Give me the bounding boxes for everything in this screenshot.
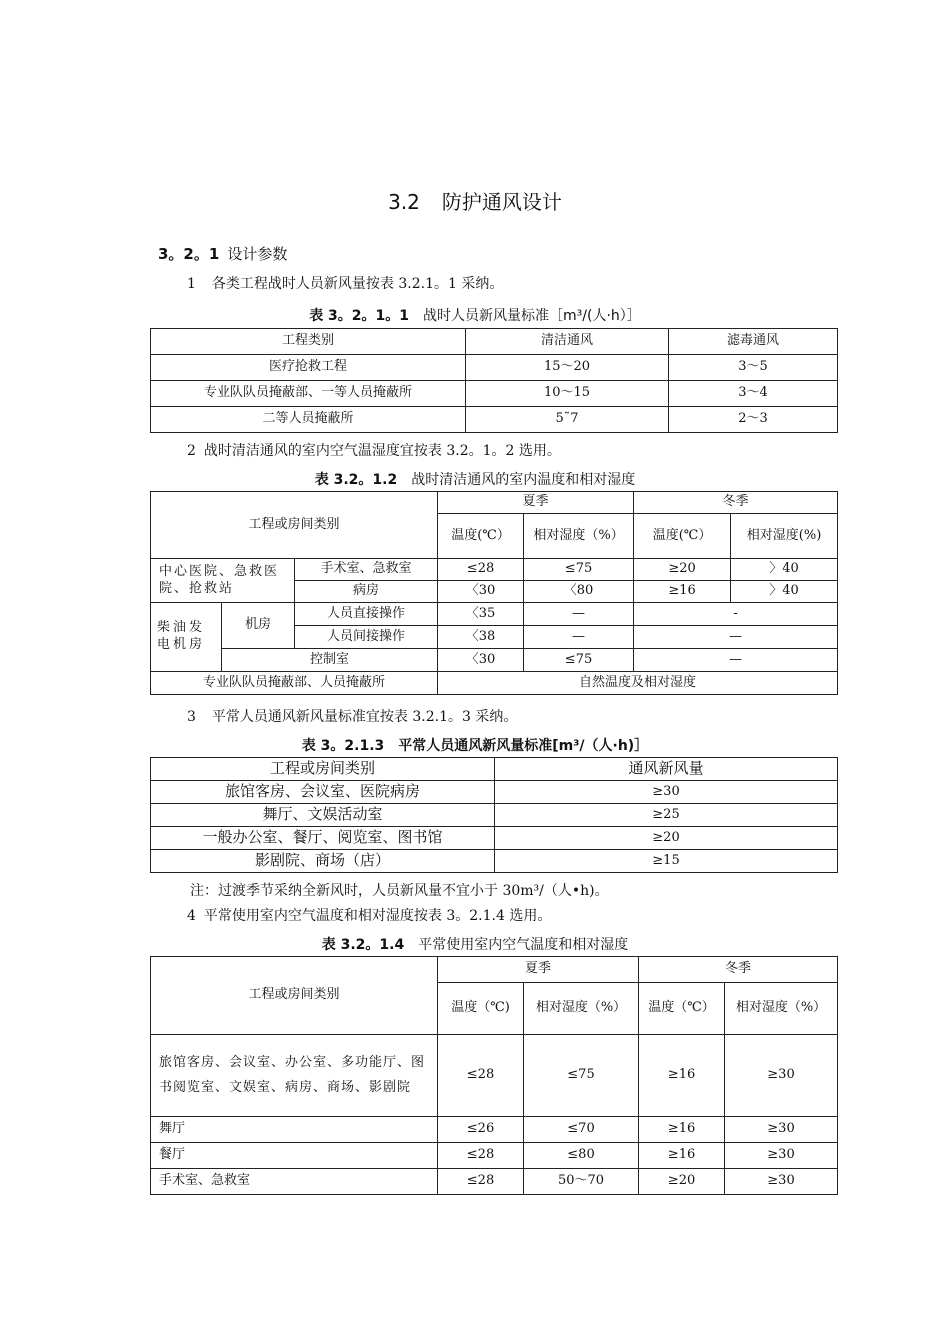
subsection-heading xyxy=(158,243,287,264)
table1-caption xyxy=(0,305,950,325)
caption-text: 平常人员通风新风量标准[m³/（人·h)］ xyxy=(398,738,649,754)
table-cell: ≥16 xyxy=(639,1143,725,1169)
table-header-row xyxy=(151,329,838,355)
header-cell: 工程或房间类别 xyxy=(151,758,495,781)
table-cell: ≥16 xyxy=(639,1035,725,1117)
header-cell: 滤毒通风 xyxy=(669,329,838,355)
header-cell: 相对湿度(%) xyxy=(731,514,838,559)
table-cell: 手术室、急救室 xyxy=(151,1169,438,1195)
table-row xyxy=(151,1169,838,1195)
table-row xyxy=(151,355,838,381)
table-cell: — xyxy=(524,603,634,626)
table-cell: 〉40 xyxy=(731,581,838,603)
table-cell: ≥30 xyxy=(725,1035,838,1117)
caption-number: 表 3。2。1。1 xyxy=(309,308,410,324)
header-cell: 相对湿度（%） xyxy=(524,983,639,1035)
table-cell: ≤28 xyxy=(438,559,524,581)
item-3 xyxy=(187,706,517,726)
header-cell: 通风新风量 xyxy=(495,758,838,781)
item-2 xyxy=(187,440,561,460)
table-cell: 病房 xyxy=(295,581,438,603)
group-cell: 柴油发电机房 xyxy=(151,603,222,672)
table-cell: ≥30 xyxy=(495,781,838,804)
table-cell: ≤28 xyxy=(438,1143,524,1169)
item-number: 2 xyxy=(187,443,196,459)
header-cell: 工程或房间类别 xyxy=(151,492,438,559)
table-cell: 专业队队员掩蔽部、一等人员掩蔽所 xyxy=(151,381,466,407)
header-cell: 温度（℃） xyxy=(639,983,725,1035)
header-cell: 冬季 xyxy=(634,492,838,514)
table-cell: 一般办公室、餐厅、阅览室、图书馆 xyxy=(151,827,495,850)
table-row xyxy=(151,559,838,581)
table-cell: 3～5 xyxy=(669,355,838,381)
table-cell: ≤26 xyxy=(438,1117,524,1143)
table-cell: — xyxy=(634,626,838,649)
table-cell: 〈38 xyxy=(438,626,524,649)
table-cell: ≤75 xyxy=(524,559,634,581)
item-number: 3 xyxy=(187,709,196,725)
table3-caption xyxy=(0,735,950,755)
table-row xyxy=(151,381,838,407)
item-text: 平常人员通风新风量标准宜按表 3.2.1。3 采纳。 xyxy=(211,709,518,725)
table-cell: 50～70 xyxy=(524,1169,639,1195)
table-cell: 人员间接操作 xyxy=(295,626,438,649)
table-cell: ≤28 xyxy=(438,1035,524,1117)
section-title-text: 防护通风设计 xyxy=(441,190,562,214)
item-text: 各类工程战时人员新风量按表 3.2.1。1 采纳。 xyxy=(211,276,504,292)
item-1 xyxy=(187,273,503,293)
table-cell: 手术室、急救室 xyxy=(295,559,438,581)
table-cell: ≥15 xyxy=(495,850,838,873)
table-row xyxy=(151,781,838,804)
table-cell: 5˜7 xyxy=(466,407,669,433)
table-cell: 2～3 xyxy=(669,407,838,433)
table3 xyxy=(150,757,838,873)
header-cell: 清洁通风 xyxy=(466,329,669,355)
caption-number: 表 3.2。1.2 xyxy=(314,472,398,488)
table-row xyxy=(151,407,838,433)
caption-text: 战时人员新风量标准［m³/(人·h）］ xyxy=(423,308,641,324)
section-number: 3.2 xyxy=(388,190,420,214)
table-row xyxy=(151,649,838,672)
table-cell: ≥20 xyxy=(639,1169,725,1195)
table-cell: ≥30 xyxy=(725,1169,838,1195)
table-cell: 影剧院、商场（店） xyxy=(151,850,495,873)
header-cell: 夏季 xyxy=(438,957,639,983)
table-cell: ≥16 xyxy=(639,1117,725,1143)
table-cell: ≤70 xyxy=(524,1117,639,1143)
table4 xyxy=(150,956,838,1195)
subsection-number: 3。2。1 xyxy=(158,245,220,263)
group-cell: 中心医院、急救医院、抢救站 xyxy=(151,559,295,603)
table-cell: - xyxy=(634,603,838,626)
table-cell: 二等人员掩蔽所 xyxy=(151,407,466,433)
table-row xyxy=(151,672,838,695)
table-cell: 餐厅 xyxy=(151,1143,438,1169)
table-row xyxy=(151,1117,838,1143)
table2 xyxy=(150,491,838,695)
header-cell: 相对湿度（%） xyxy=(524,514,634,559)
item-number: 1 xyxy=(187,276,196,292)
header-cell: 温度(℃） xyxy=(438,514,524,559)
subsection-text: 设计参数 xyxy=(227,245,288,263)
caption-text: 平常使用室内空气温度和相对湿度 xyxy=(418,937,629,953)
table-cell: ≤80 xyxy=(524,1143,639,1169)
header-cell: 工程或房间类别 xyxy=(151,957,438,1035)
table-row xyxy=(151,603,838,626)
table1 xyxy=(150,328,838,433)
table-cell: 舞厅、文娱活动室 xyxy=(151,804,495,827)
table-row xyxy=(151,850,838,873)
table-cell: ≥20 xyxy=(634,559,731,581)
table-cell: ≥20 xyxy=(495,827,838,850)
table-cell: 10～15 xyxy=(466,381,669,407)
table-cell: ≥25 xyxy=(495,804,838,827)
table-cell: 旅馆客房、会议室、医院病房 xyxy=(151,781,495,804)
table-cell: 3～4 xyxy=(669,381,838,407)
item-text: 平常使用室内空气温度和相对湿度按表 3。2.1.4 选用。 xyxy=(203,908,552,924)
table-header-row xyxy=(151,758,838,781)
table-cell: ≤75 xyxy=(524,1035,639,1117)
group-cell: 机房 xyxy=(222,603,295,649)
item-number: 4 xyxy=(187,908,196,924)
table-cell: 15～20 xyxy=(466,355,669,381)
table-cell: 旅馆客房、会议室、办公室、多功能厅、图书阅览室、文娱室、病房、商场、影剧院 xyxy=(151,1035,438,1117)
table-row xyxy=(151,1143,838,1169)
table-cell: 自然温度及相对湿度 xyxy=(438,672,838,695)
table-row xyxy=(151,804,838,827)
item-text: 战时清洁通风的室内空气温湿度宜按表 3.2。1。2 选用。 xyxy=(203,443,561,459)
table-cell: ≥30 xyxy=(725,1143,838,1169)
table-cell: 〈80 xyxy=(524,581,634,603)
table-cell: — xyxy=(524,626,634,649)
item-4 xyxy=(187,905,551,925)
table-row xyxy=(151,827,838,850)
caption-number: 表 3.2。1.4 xyxy=(321,937,405,953)
header-cell: 温度(℃） xyxy=(634,514,731,559)
table4-caption xyxy=(0,934,950,954)
caption-number: 表 3。2.1.3 xyxy=(301,738,385,754)
header-cell: 夏季 xyxy=(438,492,634,514)
table-cell: 〉40 xyxy=(731,559,838,581)
table-cell: 控制室 xyxy=(222,649,438,672)
table-cell: — xyxy=(634,649,838,672)
section-title xyxy=(0,186,950,215)
table-cell: 〈30 xyxy=(438,649,524,672)
table-cell: ≤75 xyxy=(524,649,634,672)
header-cell: 冬季 xyxy=(639,957,838,983)
table3-note: 注：过渡季节采纳全新风时，人员新风量不宜小于 30m³/（人•h)。 xyxy=(190,883,609,899)
table-cell: 〈30 xyxy=(438,581,524,603)
table-cell: 人员直接操作 xyxy=(295,603,438,626)
table-cell: 舞厅 xyxy=(151,1117,438,1143)
header-cell: 相对湿度（%） xyxy=(725,983,838,1035)
table-cell: ≥30 xyxy=(725,1117,838,1143)
caption-text: 战时清洁通风的室内温度和相对湿度 xyxy=(411,472,636,488)
table-cell: ≥16 xyxy=(634,581,731,603)
table-cell: 医疗抢救工程 xyxy=(151,355,466,381)
table2-caption xyxy=(0,469,950,489)
table-cell: 〈35 xyxy=(438,603,524,626)
table-cell: ≤28 xyxy=(438,1169,524,1195)
table-row xyxy=(151,1035,838,1117)
table-cell: 专业队队员掩蔽部、人员掩蔽所 xyxy=(151,672,438,695)
header-cell: 温度（℃) xyxy=(438,983,524,1035)
header-cell: 工程类别 xyxy=(151,329,466,355)
